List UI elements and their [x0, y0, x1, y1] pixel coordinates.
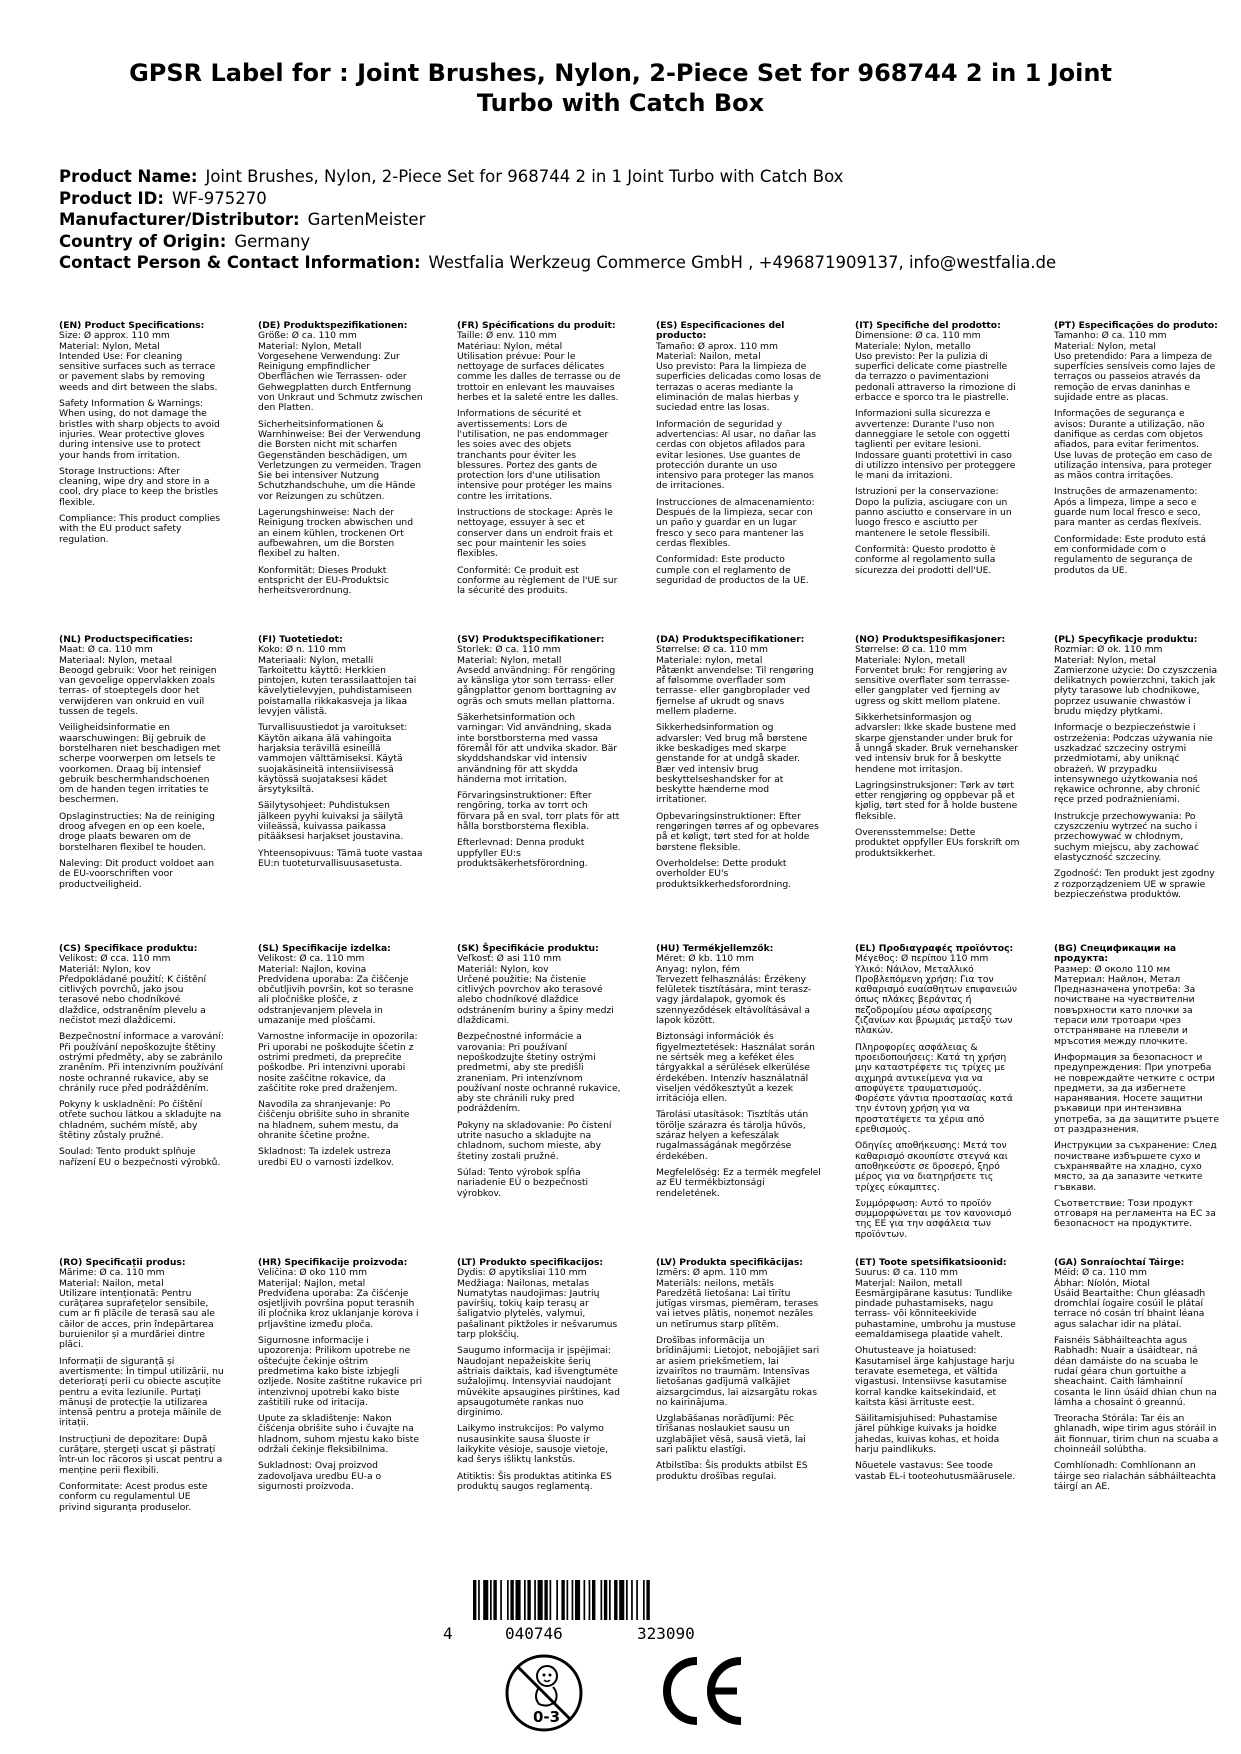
barcode-bar: [592, 1580, 595, 1620]
spec-heading: (NO) Produktspesifikasjoner:: [855, 634, 1006, 645]
spec-block: [855, 1258, 1020, 1519]
spec-paragraph: Size: Ø approx. 110 mm Material: Nylon, Metal Intended Use: For cleaning sensitive surfaces such as terrace or pavement slabs by removing weeds and dirt between the slabs.: [59, 330, 218, 393]
spec-paragraph: Uzglabāšanas norādījumi: Pēc tīrīšanas noslaukiet sausu un uzglabājiet vēsā, sausā vietā, lai sari paliktu elastīgi.: [656, 1413, 806, 1456]
spec-paragraph: Opbevaringsinstruktioner: Efter rengøringen tørres af og opbevares på et køligt, tørt sted for at holde børstene fleksible.: [656, 810, 819, 853]
barcode-bar: [609, 1580, 611, 1620]
spec-paragraph: Instruções de armazenamento: Após a limpeza, limpe a seco e guarde num local fresco e seco, para manter as cerdas flexíveis.: [1054, 486, 1202, 529]
spec-paragraph: Méret: Ø kb. 110 mm Anyag: nylon, fém Tervezett felhasználás: Érzékeny felületek tisztítására, mint terasz- vagy járdalapok, gyomok és szennyeződések eltávolításával a lapok között.: [656, 953, 812, 1027]
spec-paragraph: Konformität: Dieses Produkt entspricht der EU-Produktsic herheitsverordnung.: [258, 564, 389, 597]
spec-paragraph: Bezpečnostné informácie a varovania: Pri používaní nepoškodzujte štetiny ostrými predmetmi, aby ste predišli zraneniam. Pri intenzívnom používaní noste ochranné rukavice, aby ste chránili ruky pred podráždením.: [457, 1031, 621, 1115]
barcode-bar: [601, 1580, 603, 1620]
spec-heading: (DE) Produktspezifikationen:: [258, 320, 408, 331]
barcode-group-1: 040746: [505, 1624, 563, 1643]
barcode-bar: [556, 1580, 558, 1620]
spec-paragraph: Opslaginstructies: Na de reiniging droog afvegen en op een koele, droge plaats bewaren om de borstelharen flexibel te houden.: [59, 810, 215, 853]
spec-heading: (LV) Produkta specifikācijas:: [656, 1257, 803, 1268]
barcode-bar: [619, 1580, 624, 1620]
spec-heading: (HU) Termékjellemzők:: [656, 943, 774, 954]
spec-block: [656, 944, 821, 1246]
spec-block: [656, 635, 821, 906]
spec-heading: (BG) Спецификации на продукта:: [1054, 943, 1177, 965]
spec-paragraph: Mărime: Ø ca. 110 mm Material: Nailon, metal Utilizare intenționată: Pentru curățarea suprafețelor sensibile, cum ar fi plăcile de terasă sau ale căilor de acces, prin îndepărtarea buruienilor și a murdăriei dintre plăci.: [59, 1267, 215, 1351]
spec-paragraph: Instructions de stockage: Après le nettoyage, essuyer à sec et conserver dans un endroit frais et sec pour maintenir les soies flexibles.: [457, 507, 613, 560]
spec-paragraph: Istruzioni per la conservazione: Dopo la pulizia, asciugare con un panno asciutto e conservare in un luogo fresco e asciutto per mantenere le setole flessibili.: [855, 486, 1012, 539]
spec-paragraph: Информация за безопасност и предупреждения: При употреба не повреждайте четките с остри предмети, за да избегнете наранявания. Носете защитни ръкавици при интензивна употреба, за да защитите ръцете от раздразнения.: [1054, 1051, 1219, 1136]
spec-paragraph: Lagerungshinweise: Nach der Reinigung trocken abwischen und an einem kühlen, trockenen Ort aufbewahren, um die Borsten flexibel zu halten.: [258, 507, 414, 560]
product-id-value: WF-975270: [171, 188, 267, 208]
barcode-bar: [636, 1580, 638, 1620]
spec-paragraph: Οδηγίες αποθήκευσης: Μετά τον καθαρισμό σκουπίστε στεγνά και αποθηκεύστε σε δροσερό, ξηρό μέρος για να διατηρήσετε τις τρίχες εύκαμπτες.: [855, 1140, 1008, 1193]
barcode-group-2: 323090: [637, 1624, 695, 1643]
barcode-bar: [626, 1580, 628, 1620]
spec-paragraph: Instrukcje przechowywania: Po czyszczeniu wytrzeć na sucho i przechowywać w chłodnym, suchym miejscu, aby zachować elastyczność szczeciny.: [1054, 810, 1199, 863]
spec-heading: (SK) Špecifikácie produktu:: [457, 943, 599, 954]
spec-paragraph: Koko: Ø n. 110 mm Materiaali: Nylon, metalli Tarkoitettu käyttö: Herkkien pintojen, kuten terassilaattojen tai kävelytielevyjen, puhdistamiseen poistamalla rikkakasveja ja likaa levyjen välistä.: [258, 644, 417, 718]
spec-paragraph: Overholdelse: Dette produkt overholder EU's produktsikkerhedsforordning.: [656, 857, 792, 890]
barcode-bar: [490, 1580, 492, 1620]
spec-paragraph: Faisnéis Sábháilteachta agus Rabhadh: Nuair a úsáidtear, ná déan damáiste do na scuaba le rudaí géara chun gortuithe a sheachaint. Caith lámhainní cosanta le linn úsáid dhian chun na lámha a chosaint ó greannú.: [1054, 1335, 1217, 1408]
spec-heading: (ES) Especificaciones del producto:: [656, 320, 785, 342]
spec-paragraph: Información de seguridad y advertencias: Al usar, no dañar las cerdas con objetos afilados para evitar lesiones. Use guantes de protección durante un uso intensivo para proteger las manos de irritaciones.: [656, 418, 817, 492]
manufacturer-value: GartenMeister: [307, 210, 426, 229]
spec-heading: (SV) Produktspecifikationer:: [457, 634, 605, 645]
age-warning-icon: [503, 1652, 585, 1734]
spec-paragraph: Säkerhetsinformation och varningar: Vid användning, skada inte borstborsterna med vassa föremål för att undvika skador. Bär skyddshandskar vid intensiv användning för att skydda händerna mot irritation.: [457, 712, 618, 785]
barcode-bar: [561, 1580, 564, 1620]
product-name-row: [59, 166, 1189, 188]
spec-paragraph: Turvallisuustiedot ja varoitukset: Käytön aikana älä vahingoita harjaksia terävillä esineillä vammojen välttämiseksi. Käytä suojakäsineitä intensiivisessä käytössä suojataksesi kädet ärsytyksiltä.: [258, 722, 408, 796]
contact-row: [59, 252, 1189, 274]
spec-paragraph: Laikymo instrukcijos: Po valymo nusausinkite sausa šluoste ir laikykite vėsioje, sausoje vietoje, kad šerys išliktų lankstūs.: [457, 1423, 609, 1466]
origin-value: Germany: [234, 231, 311, 251]
spec-paragraph: Overensstemmelse: Dette produktet oppfyller EUs forskrift om produktsikkerhet.: [855, 827, 1020, 859]
spec-paragraph: Informations de sécurité et avertissements: Lors de l'utilisation, ne pas endommager les soies avec des objets tranchants pour éviter les blessures. Portez des gants de protection lors d'une utilisation intensive pour protéger les mains contre les irritations.: [457, 408, 612, 502]
barcode-bar: [614, 1580, 617, 1620]
spec-paragraph: Säilytysohjeet: Puhdistuksen jälkeen pyyhi kuivaksi ja säilytä viileässä, kuivassa paikassa pitääksesi harjakset joustavina.: [258, 800, 404, 843]
spec-block: [656, 321, 821, 602]
barcode-bar: [507, 1580, 509, 1620]
spec-paragraph: Veľkosť: Ø asi 110 mm Materiál: Nylon, kov Určené použitie: Na čistenie citlivých povrchov ako terasové alebo chodníkové dlaždice odstránením buriny a špiny medzi dlaždicami.: [457, 953, 614, 1027]
spec-paragraph: Säilitamisjuhised: Puhastamise järel pühkige kuivaks ja hoidke jahedas, kuivas kohas, et hoida harju paindlikuks.: [855, 1413, 1000, 1456]
spec-heading: (DA) Produktspecifikationer:: [656, 634, 805, 645]
spec-block: [258, 944, 423, 1246]
spec-paragraph: Bezpečnostní informace a varování: Při používání nepoškozujte štětiny ostrými předměty, aby se zabránilo zraněním. Při intenzivním používání noste ochranné rukavice, aby se chránily ruce před podrážděním.: [59, 1031, 224, 1094]
spec-paragraph: Informacje o bezpieczeństwie i ostrzeżenia: Podczas używania nie uszkadzać szczeciny ostrymi przedmiotami, aby uniknąć obrażeń. W przypadku intensywnego użytkowania noś rękawice ochronne, aby chronić ręce przed podrażnieniami.: [1054, 722, 1213, 806]
barcode-bar: [510, 1580, 513, 1620]
barcode-bar: [527, 1580, 530, 1620]
origin-row: [59, 231, 1189, 253]
spec-block: [457, 321, 622, 602]
spec-paragraph: Sigurnosne informacije i upozorenja: Prilikom upotrebe ne oštećujte čekinje oštrim predmetima kako biste izbjegli ozljede. Nosite zaštitne rukavice pri intenzivnoj upotrebi kako biste zaštitili ruke od iritacija.: [258, 1335, 423, 1408]
product-id-row: [59, 188, 1189, 210]
spec-paragraph: Velikost: Ø ca. 110 mm Material: Najlon, kovina Predvidena uporaba: Za čiščenje občutljivih površin, kot so terasne ali pločniške plošče, z odstranjevanjem plevela in umazanije med ploščami.: [258, 953, 414, 1027]
spec-paragraph: Yhteensopivuus: Tämä tuote vastaa EU:n tuoteturvallisuusasetusta.: [258, 847, 423, 869]
barcode-bar: [544, 1580, 547, 1620]
spec-paragraph: Tamanho: Ø ca. 110 mm Material: Nylon, metal Uso pretendido: Para a limpeza de superfícies sensíveis como lajes de terraços ou passeios através da remoção de ervas daninhas e sujidade entre as placas.: [1054, 330, 1216, 404]
spec-paragraph: Instrucțiuni de depozitare: După curățare, ștergeți uscat și păstrați într-un loc răcoros și uscat pentru a menține perii flexibili.: [59, 1433, 223, 1476]
product-name-label: Product Name:: [59, 167, 198, 186]
product-name-value: Joint Brushes, Nylon, 2-Piece Set for 968744 2 in 1 Joint Turbo with Catch Box: [205, 167, 844, 186]
spec-paragraph: Tamaño: Ø aprox. 110 mm Material: Nailon, metal Uso previsto: Para la limpieza de superficies delicadas como losas de terrazas o aceras mediante la eliminación de malas hierbas y suciedad entre las losas.: [656, 340, 822, 414]
spec-block: [855, 321, 1020, 602]
spec-paragraph: Conformitate: Acest produs este conform cu regulamentul UE privind siguranța produselor.: [59, 1480, 208, 1513]
spec-paragraph: Größe: Ø ca. 110 mm Material: Nylon, Metall Vorgesehene Verwendung: Zur Reinigung empfindlicher Oberflächen wie Terrassen- oder Gehwegplatten durch Entfernung von Unkraut und Schmutz zwischen den Platten.: [258, 330, 423, 414]
spec-paragraph: Ohutusteave ja hoiatused: Kasutamisel ärge kahjustage harju teravate esemetega, et vältida vigastusi. Intensiivse kasutamise korral kandke kaitsekindaid, et kaitsta käsi ärrituste eest.: [855, 1345, 1015, 1408]
spec-paragraph: Skladnost: Ta izdelek ustreza uredbi EU o varnosti izdelkov.: [258, 1146, 394, 1168]
spec-paragraph: Conformidade: Este produto está em conformidade com o regulamento de segurança de produtos da UE.: [1054, 533, 1207, 576]
spec-block: [258, 321, 423, 602]
spec-paragraph: Megfelelőség: Ez a termék megfelel az EU termékbiztonsági rendeletének.: [656, 1166, 821, 1199]
spec-paragraph: Atitiktis: Šis produktas atitinka ES produktų saugos reglamentą.: [457, 1470, 612, 1492]
spec-heading: (EL) Προδιαγραφές προϊόντος:: [855, 943, 1014, 954]
barcode-bar: [483, 1580, 488, 1620]
spec-paragraph: Storage Instructions: After cleaning, wipe dry and store in a cool, dry place to keep the bristles flexible.: [59, 465, 219, 508]
spec-paragraph: Navodila za shranjevanje: Po čiščenju obrišite suho in shranite na hladnem, suhem mestu, da ohranite ščetine prožne.: [258, 1099, 410, 1142]
spec-paragraph: Pokyny na skladovanie: Po čistení utrite nasucho a skladujte na chladnom, suchom mieste, aby štetiny zostali pružné.: [457, 1119, 612, 1162]
spec-paragraph: Инструкции за съхранение: След почистване избършете сухо и съхранявайте на хладно, сухо място, за да запазите четките гъвкави.: [1054, 1140, 1217, 1193]
origin-label: Country of Origin:: [59, 231, 227, 251]
spec-paragraph: Comhlíonadh: Comhlíonann an táirge seo rialachán sábháilteachta táirgí an AE.: [1054, 1460, 1216, 1492]
spec-paragraph: Safety Information & Warnings: When using, do not damage the bristles with sharp objects to avoid injuries. Wear protective gloves during intensive use to protect your hands from irritation.: [59, 398, 220, 461]
spec-paragraph: Storlek: Ø ca. 110 mm Material: Nylon, metall Avsedd användning: För rengöring av känsliga ytor som terrass- eller gångplattor genom borttagning av ogräs och smuts mellan plattorna.: [457, 644, 617, 707]
spec-paragraph: Instrucciones de almacenamiento: Después de la limpieza, secar con un paño y guardar en un lugar fresco y seco para mantener las cerdas flexibles.: [656, 496, 815, 549]
spec-heading: (GA) Sonraíochtaí Táirge:: [1054, 1257, 1185, 1268]
spec-paragraph: Conformidad: Este producto cumple con el reglamento de seguridad de productos de la UE.: [656, 554, 809, 586]
spec-block: [1054, 321, 1219, 602]
spec-heading: (FI) Tuotetiedot:: [258, 634, 343, 645]
barcode-bar: [604, 1580, 607, 1620]
spec-paragraph: Drošības informācija un brīdinājumi: Lietojot, nebojājiet sari ar asiem priekšmetiem, lai izvairītos no traumām. Intensīvas lietošanas gadījumā valkājiet aizsargcimdus, lai aizsargātu rokas no kairinājuma.: [656, 1335, 820, 1408]
spec-paragraph: Sikkerhetsinformasjon og advarsler: Ikke skade bustene med skarpe gjenstander under bruk for å unngå skader. Bruk vernehansker ved intensiv bruk for å beskytte hendene mot irritasjon.: [855, 712, 1019, 775]
barcode-bar: [646, 1580, 649, 1620]
spec-row: [59, 321, 1219, 602]
barcode-bar: [500, 1580, 502, 1620]
spec-paragraph: Conformité: Ce produit est conforme au règlement de l'UE sur la sécurité des produits.: [457, 564, 618, 597]
spec-paragraph: Atbilstība: Šis produkts atbilst ES produktu drošības regulai.: [656, 1460, 808, 1482]
spec-block: [59, 321, 224, 602]
spec-heading: (RO) Specificații produs:: [59, 1257, 186, 1268]
spec-paragraph: Nõuetele vastavus: See toode vastab EL-i tooteohutusmäärusele.: [855, 1460, 1016, 1482]
spec-paragraph: Veličina: Ø oko 110 mm Materijal: Najlon, metal Predviđena uporaba: Za čišćenje osjetljivih površina poput terasnih ili pločnika kroz uklanjanje korova i prljavštine između ploča.: [258, 1267, 419, 1330]
spec-heading: (CS) Specifikace produktu:: [59, 943, 198, 954]
contact-value: Westfalia Werkzeug Commerce GmbH , +496871909137, info@westfalia.de: [428, 253, 1057, 272]
spec-row: [59, 944, 1219, 1246]
manufacturer-row: [59, 209, 1189, 231]
spec-heading: (PT) Especificações do produto:: [1054, 320, 1218, 331]
contact-label: Contact Person & Contact Information:: [59, 253, 421, 272]
spec-paragraph: Upute za skladištenje: Nakon čišćenja obrišite suho i čuvajte na hladnom, suhom mjestu kako biste održali čekinje fleksibilnima.: [258, 1413, 420, 1456]
manufacturer-label: Manufacturer/Distributor:: [59, 210, 300, 229]
spec-paragraph: Conformità: Questo prodotto è conforme al regolamento sulla sicurezza dei prodotti dell'UE.: [855, 543, 996, 576]
spec-paragraph: Soulad: Tento produkt splňuje nařízení EU o bezpečnosti výrobků.: [59, 1146, 221, 1168]
spec-heading: (NL) Productspecificaties:: [59, 634, 193, 645]
spec-paragraph: Dydis: Ø apytiksliai 110 mm Medžiaga: Nailonas, metalas Numatytas naudojimas: Jautrių paviršių, tokių kaip terasų ar šaligatvio plytelės, valymui, pašalinant piktžoles ir nešvarumus tarp plokščių.: [457, 1267, 618, 1341]
product-id-label: Product ID:: [59, 188, 164, 208]
barcode-bar: [478, 1580, 480, 1620]
barcode-bar: [643, 1580, 645, 1620]
spec-paragraph: Treoracha Stórála: Tar éis an ghlanadh, wipe tirim agus stóráil in áit fionnuar, tirim chun na scuaba a choinneáil solúbtha.: [1054, 1413, 1219, 1456]
barcode-bar: [572, 1580, 574, 1620]
spec-paragraph: Sikkerhedsinformation og advarsler: Ved brug må børstene ikke beskadiges med skarpe genstande for at undgå skader. Bær ved intensiv brug beskyttelseshandsker for at beskytte hænderne mod irritationer.: [656, 722, 808, 806]
spec-block: [1054, 944, 1219, 1246]
spec-paragraph: Förvaringsinstruktioner: Efter rengöring, torka av torrt och förvara på en sval, torr plats för att hålla borstborsterna flexibla.: [457, 790, 620, 833]
spec-paragraph: Saugumo informacija ir įspėjimai: Naudojant nepažeiskite šerių aštriais daiktais, kad išvengtumėte sužalojimų. Intensyviai naudojant mūvėkite apsaugines pirštines, kad apsaugotumėte rankas nuo dirginimo.: [457, 1345, 621, 1419]
spec-paragraph: Rozmiar: Ø ok. 110 mm Materiał: Nylon, metal Zamierzone użycie: Do czyszczenia delikatnych powierzchni, takich jak płyty tarasowe lub chodnikowe, poprzez usuwanie chwastów i brudu między płytkami.: [1054, 644, 1218, 718]
spec-paragraph: Taille: Ø env. 110 mm Matériau: Nylon, métal Utilisation prévue: Pour le nettoyage de surfaces délicates comme les dalles de terrasse ou de trottoir en enlevant les mauvaises herbes et la saleté entre les dalles.: [457, 330, 621, 404]
spec-paragraph: Pokyny k uskladnění: Po čištění otřete suchou látkou a skladujte na chladném, suchém místě, aby štětiny zůstaly pružné.: [59, 1099, 222, 1142]
spec-paragraph: Varnostne informacije in opozorila: Pri uporabi ne poškodujte ščetin z ostrimi predmeti, da preprečite poškodbe. Pri intenzivni uporabi nosite zaščitne rokavice, da zaščitite roke pred draženjem.: [258, 1031, 418, 1094]
spec-paragraph: Izmērs: Ø apm. 110 mm Materiāls: neilons, metāls Paredzētā lietošana: Lai tīrītu jutīgas virsmas, piemēram, terases vai ietves plātis, noņemot nezāles un netīrumus starp plītēm.: [656, 1267, 819, 1330]
barcode-digit-left: 4: [443, 1624, 453, 1643]
spec-paragraph: Sukladnost: Ovaj proizvod zadovoljava uredbu EU-a o sigurnosti proizvoda.: [258, 1460, 382, 1492]
spec-block: [59, 635, 224, 906]
spec-block: [656, 1258, 821, 1519]
spec-paragraph: Efterlevnad: Denna produkt uppfyller EU:s produktsäkerhetsförordning.: [457, 837, 588, 869]
spec-heading: (SL) Specifikacije izdelka:: [258, 943, 391, 954]
spec-paragraph: Informații de siguranță și avertismente: În timpul utilizării, nu deteriorați perii cu obiecte ascuțite pentru a evita leziunile. Purtați mănuși de protecție la utilizarea intensă pentru a proteja mâinile de iritații.: [59, 1355, 224, 1429]
barcode-bar: [567, 1580, 569, 1620]
spec-paragraph: Suurus: Ø ca. 110 mm Materjal: Nailon, metall Eesmärgipärane kasutus: Tundlike pindade puhastamiseks, nagu terrass- või kõnniteekivide puhastamine, umbrohu ja mustuse eemaldamisega plaatide vahelt.: [855, 1267, 1016, 1341]
spec-paragraph: Tárolási utasítások: Tisztítás után törölje szárazra és tárolja hűvös, száraz helyen a kefeszálak rugalmasságának megőrzése érdekében.: [656, 1109, 809, 1162]
spec-block: [855, 635, 1020, 906]
spec-paragraph: Méid: Ø ca. 110 mm Ábhar: Níolón, Miotal Úsáid Beartaithe: Chun gléasadh dromchlaí íogaire cosúil le plátaí terrace nó cosán trí bhaint léana agus salachar idir na plátaí.: [1054, 1267, 1206, 1330]
ce-mark-icon: [661, 1655, 745, 1727]
barcode-bar: [534, 1580, 536, 1620]
spec-paragraph: Størrelse: Ø ca. 110 mm Materiale: nylon, metal Påtænkt anvendelse: Til rengøring af følsomme overflader som terrasse- eller gangbroplader ved fjernelse af ukrudt og snavs mellem pladerne.: [656, 644, 814, 718]
spec-paragraph: Informazioni sulla sicurezza e avvertenze: Durante l'uso non danneggiare le setole con oggetti taglienti per evitare lesioni. Indossare guanti protettivi in caso di utilizzo intensivo per proteggere le mani da irritazioni.: [855, 408, 1016, 482]
spec-block: [855, 944, 1020, 1246]
spec-block: [59, 1258, 224, 1519]
page-title: GPSR Label for : Joint Brushes, Nylon, 2-Piece Set for 968744 2 in 1 Joint Turbo with Catch Box: [129, 59, 1112, 117]
barcode-bar: [631, 1580, 633, 1620]
spec-block: [1054, 1258, 1219, 1519]
spec-paragraph: Maat: Ø ca. 110 mm Materiaal: Nylon, metaal Beoogd gebruik: Voor het reinigen van gevoelige oppervlakken zoals terras- of stoeptegels door het verwijderen van onkruid en vuil tussen de tegels.: [59, 644, 217, 718]
spec-paragraph: Съответствие: Този продукт отговаря на регламента на ЕС за безопасност на продуктите.: [1054, 1197, 1216, 1230]
spec-paragraph: Velikost: Ø cca. 110 mm Materiál: Nylon, kov Předpokládané použití: K čištění citlivých povrchů, jako jsou terasové nebo chodníkové dlaždice, odstraněním plevelu a nečistot mezi dlaždicemi.: [59, 953, 207, 1027]
barcode-bar: [524, 1580, 526, 1620]
spec-heading: (HR) Specifikacije proizvoda:: [258, 1257, 408, 1268]
spec-heading: (FR) Spécifications du produit:: [457, 320, 616, 331]
spec-paragraph: Dimensione: Ø ca. 110 mm Materiale: Nylon, metallo Uso previsto: Per la pulizia di superfici delicate come piastrelle da terrazzo o pavimentazioni pedonali attraverso la rimozione di erbacce e sporco tra le piastrelle.: [855, 330, 1016, 404]
barcode-bars: [473, 1580, 743, 1624]
spec-block: [258, 1258, 423, 1519]
barcode-bar: [538, 1580, 543, 1620]
spec-block: [59, 944, 224, 1246]
spec-paragraph: Размер: Ø около 110 мм Материал: Найлон, Метал Предназначена употреба: За почистване на чувствителни повърхности като плочки за тераси или тротоари чрез отстраняване на плевели и мръсотия между плочките.: [1054, 963, 1196, 1047]
spec-paragraph: Súlad: Tento výrobok spĺňa nariadenie EÚ o bezpečnosti výrobkov.: [457, 1166, 589, 1199]
spec-block: [457, 944, 622, 1246]
spec-heading: (EN) Product Specifications:: [59, 320, 205, 331]
spec-paragraph: Zgodność: Ten produkt jest zgodny z rozporządzeniem UE w sprawie bezpieczeństwa produktów.: [1054, 868, 1215, 900]
spec-block: [457, 635, 622, 906]
spec-heading: (PL) Specyfikacje produktu:: [1054, 634, 1198, 645]
barcode-bar: [575, 1580, 580, 1620]
spec-paragraph: Πληροφορίες ασφάλειας & προειδοποιήσεις: Κατά τη χρήση μην καταστρέφετε τις τρίχες με αιχμηρά αντικείμενα για να αποφύγετε τραυματισμούς. Φορέστε γάντια προστασίας κατά την έντονη χρήση για να προστατέψετε τα χέρια από ερεθισμούς.: [855, 1041, 1013, 1136]
spec-paragraph: Συμμόρφωση: Αυτό το προϊόν συμμορφώνεται με τον κανονισμό της ΕΕ για την ασφάλεια των προϊόντων.: [855, 1197, 1012, 1240]
spec-heading: (LT) Produkto specifikacijos:: [457, 1257, 604, 1268]
spec-block: [258, 635, 423, 906]
barcode: [443, 1580, 763, 1643]
barcode-bar: [584, 1580, 586, 1620]
barcode-bar: [550, 1580, 552, 1620]
spec-paragraph: Μέγεθος: Ø περίπου 110 mm Υλικό: Νάιλον, Μεταλλικό Προβλεπόμενη χρήση: Για τον καθαρισμό ευαίσθητων επιφανειών όπως πλάκες βεράντας ή πεζοδρομίου μέσω αφαίρεσης ζιζανίων και βρωμιάς μεταξύ των πλακών.: [855, 953, 1018, 1037]
barcode-bar: [516, 1580, 521, 1620]
spec-paragraph: Biztonsági információk és figyelmeztetések: Használat során ne sértsék meg a keféket éles tárgyakkal a sérülések elkerülése érdekében. Intenzív használatnál viseljen védőkesztyűt a kezek irritációja ellen.: [656, 1031, 815, 1105]
barcode-bar: [589, 1580, 591, 1620]
spec-heading: (ET) Toote spetsifikatsioonid:: [855, 1257, 1007, 1268]
spec-paragraph: Compliance: This product complies with the EU product safety regulation.: [59, 513, 221, 545]
product-info: [59, 166, 1189, 274]
age-warning-label: 0-3: [533, 1708, 561, 1726]
spec-paragraph: Størrelse: Ø ca. 110 mm Materiale: Nylon, metall Forventet bruk: For rengjøring av sensitive overflater som terrasse- eller gangplater ved fjerning av ugress og skitt mellom platene.: [855, 644, 1010, 707]
spec-paragraph: Sicherheitsinformationen & Warnhinweise: Bei der Verwendung die Borsten nicht mit scharfen Gegenständen beschädigen, um Verletzungen zu vermeiden. Tragen Sie bei intensiver Nutzung Schutzhandschuhe, um die Hände vor Reizungen zu schützen.: [258, 418, 422, 502]
spec-row: [59, 635, 1219, 906]
spec-block: [457, 1258, 622, 1519]
spec-heading: (IT) Specifiche del prodotto:: [855, 320, 1001, 331]
barcode-bar: [473, 1580, 476, 1620]
spec-paragraph: Naleving: Dit product voldoet aan de EU-voorschriften voor productveiligheid.: [59, 857, 215, 890]
spec-paragraph: Informações de segurança e avisos: Durante a utilização, não danifique as cerdas com objetos afiados, para evitar ferimentos. Use luvas de proteção em caso de utilização intensiva, para proteger as mãos contra irritações.: [1054, 408, 1213, 482]
spec-block: [1054, 635, 1219, 906]
spec-paragraph: Veiligheidsinformatie en waarschuwingen: Bij gebruik de borstelharen niet beschadigen met scherpe voorwerpen om letsels te voorkomen. Draag bij intensief gebruik beschermhandschoenen om de handen tegen irritaties te beschermen.: [59, 722, 221, 806]
spec-paragraph: Lagringsinstruksjoner: Tørk av tørt etter rengjøring og oppbevar på et kjølig, tørt sted for å holde bustene fleksible.: [855, 779, 1018, 822]
spec-row: [59, 1258, 1219, 1519]
barcode-bar: [493, 1580, 496, 1620]
